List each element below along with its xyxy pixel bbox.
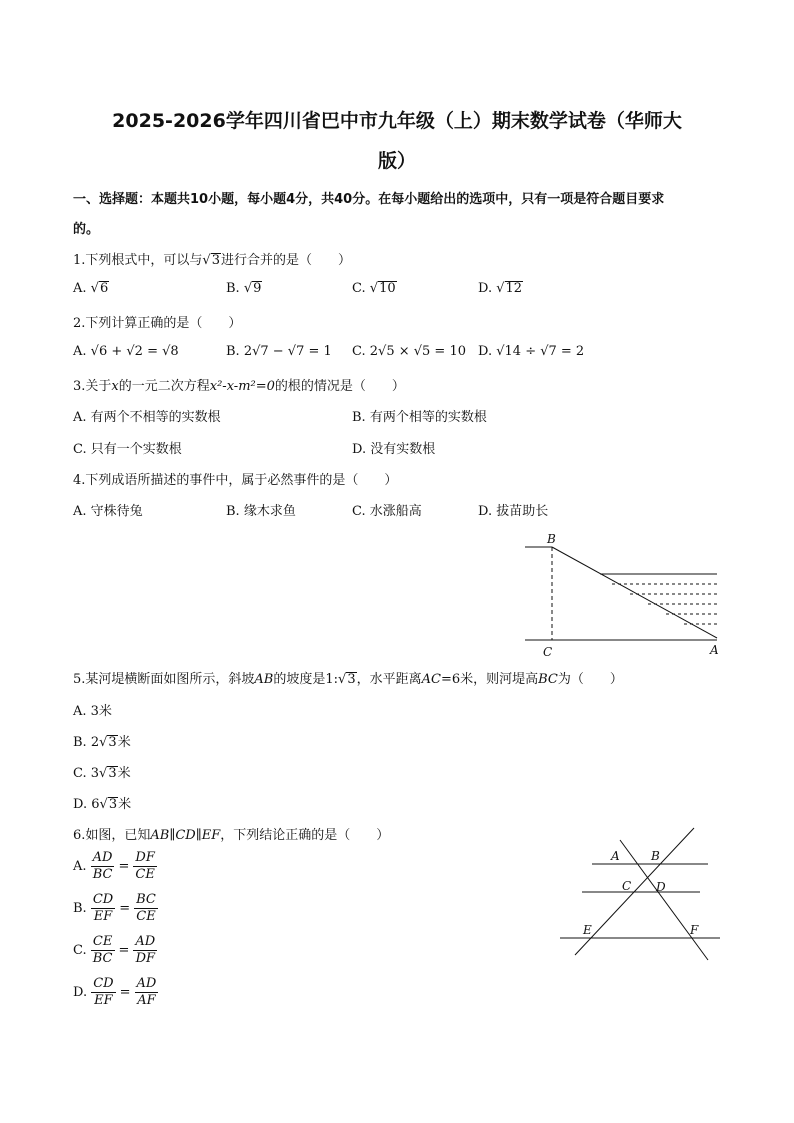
q6-label-f: F — [690, 923, 699, 937]
q1-stem-pre: 1.下列根式中，可以与 — [73, 253, 203, 268]
q5-option-c[interactable]: C. 3√3米 — [73, 766, 131, 781]
q3-option-c[interactable]: C. 只有一个实数根 — [73, 442, 182, 457]
exam-title-line2: 版） — [377, 150, 416, 172]
q2-option-c[interactable]: C. 2√5 × √5 = 10 — [352, 344, 467, 359]
q1-option-b[interactable]: B. √9 — [226, 281, 262, 296]
q4-option-d[interactable]: D. 拔苗助长 — [478, 504, 549, 519]
q1-option-d[interactable]: D. √12 — [478, 281, 523, 296]
q6-label-a: A — [611, 849, 620, 863]
q1-option-c[interactable]: C. √10 — [352, 281, 396, 296]
question-4-stem: 4.下列成语所描述的事件中，属于必然事件的是（ ） — [73, 473, 398, 488]
q6-option-a[interactable]: A. $\frac{AD}{BC}$ = $\frac{DF}{CE}$ — [73, 850, 155, 882]
q4-option-a[interactable]: A. 守株待兔 — [73, 504, 143, 519]
q3-option-d[interactable]: D. 没有实数根 — [352, 442, 436, 457]
q5-option-b[interactable]: B. 2√3米 — [73, 735, 131, 750]
q4-option-c[interactable]: C. 水涨船高 — [352, 504, 422, 519]
q3-option-a[interactable]: A. 有两个不相等的实数根 — [73, 410, 221, 425]
section-heading-line2: 的。 — [73, 222, 100, 237]
q6-label-e: E — [583, 923, 592, 937]
q2-option-a[interactable]: A. √6 + √2 = √8 — [73, 344, 179, 359]
q6-option-b[interactable]: B. $\frac{CD}{EF}$ = $\frac{BC}{CE}$ — [73, 892, 156, 924]
q5-option-a[interactable]: A. 3米 — [73, 704, 112, 719]
q5-label-a: A — [710, 643, 719, 657]
q6-option-c[interactable]: C. $\frac{CE}{BC}$ = $\frac{AD}{DF}$ — [73, 934, 156, 966]
q2-option-d[interactable]: D. √14 ÷ √7 = 2 — [478, 344, 585, 359]
q2-option-b[interactable]: B. 2√7 − √7 = 1 — [226, 344, 332, 359]
q5-label-b: B — [547, 532, 556, 546]
q1-stem-radicand: 3 — [211, 253, 220, 268]
q5-label-c: C — [543, 645, 553, 659]
q5-embankment-figure — [520, 530, 725, 660]
question-5-stem: 5.某河堤横断面如图所示，斜坡AB的坡度是1:√3，水平距离AC=6米，则河堤高BC为（ ） — [73, 672, 623, 687]
section-heading-line1: 一、选择题：本题共10小题，每小题4分，共40分。在每小题给出的选项中，只有一项是符合题目要求 — [73, 192, 665, 207]
q6-option-d[interactable]: D. $\frac{CD}{EF}$ = $\frac{AD}{AF}$ — [73, 976, 157, 1008]
q6-label-b: B — [651, 849, 660, 863]
q6-parallel-lines-figure — [550, 820, 730, 970]
q6-label-c: C — [622, 879, 632, 893]
question-3-stem: 3.关于x的一元二次方程x²-x-m²=0的根的情况是（ ） — [73, 379, 405, 394]
question-1-stem: 1.下列根式中，可以与√3进行合并的是（ ） — [73, 253, 351, 268]
question-6-stem: 6.如图，已知AB∥CD∥EF，下列结论正确的是（ ） — [73, 828, 390, 843]
q1-option-a[interactable]: A. √6 — [73, 281, 109, 296]
q1-stem-post: 进行合并的是（ ） — [220, 253, 351, 268]
question-2-stem: 2.下列计算正确的是（ ） — [73, 316, 242, 331]
q5-option-d[interactable]: D. 6√3米 — [73, 797, 132, 812]
exam-title-line1: 2025-2026学年四川省巴中市九年级（上）期末数学试卷（华师大 — [112, 110, 682, 132]
q4-option-b[interactable]: B. 缘木求鱼 — [226, 504, 296, 519]
q6-label-d: D — [656, 880, 666, 894]
q3-option-b[interactable]: B. 有两个相等的实数根 — [352, 410, 487, 425]
